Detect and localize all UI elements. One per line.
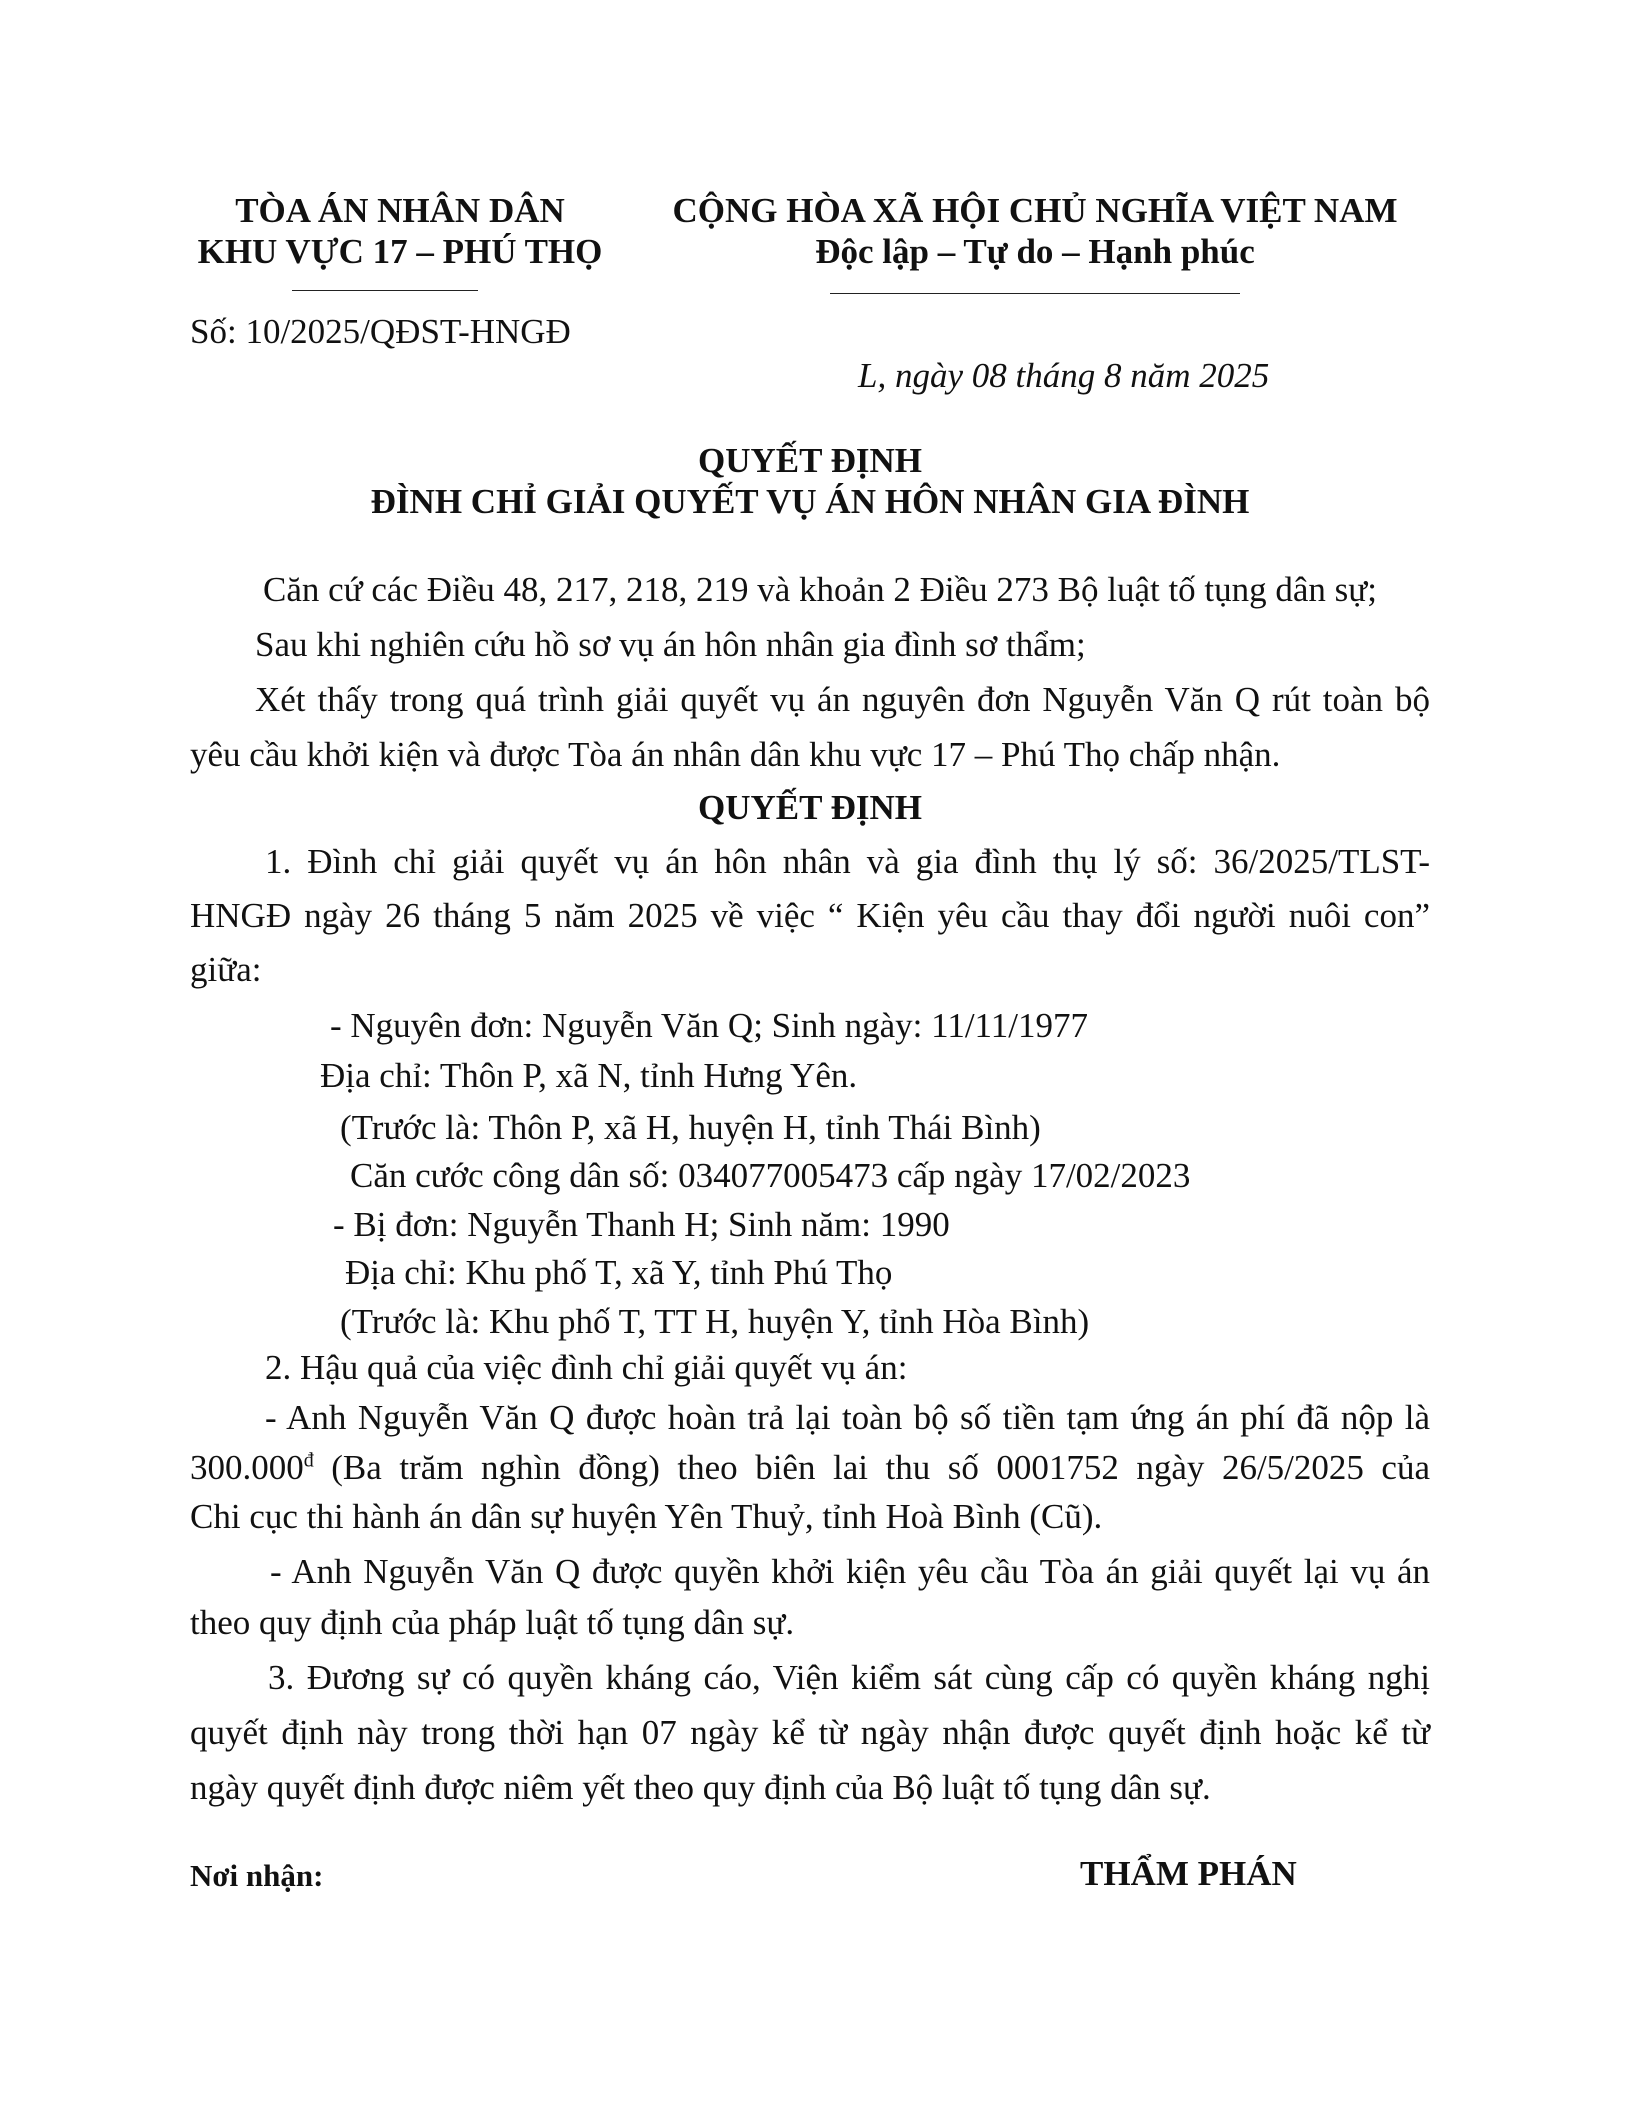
national-header-underline — [830, 293, 1240, 294]
item2-refund-line-2 — [190, 1448, 1430, 1488]
defendant-address: Địa chỉ: Khu phố T, xã Y, tỉnh Phú Thọ — [345, 1253, 893, 1292]
national-motto: Độc lập – Tự do – Hạnh phúc — [815, 232, 1255, 271]
title-line-2: ĐÌNH CHỈ GIẢI QUYẾT VỤ ÁN HÔN NHÂN GIA ĐÌNH — [370, 482, 1250, 521]
item1-line-2: HNGĐ ngày 26 tháng 5 năm 2025 về việc “ Kiện yêu cầu thay đổi người nuôi con” — [190, 896, 1430, 935]
item1-line-3: giữa: — [190, 950, 262, 989]
recipients-label: Nơi nhận: — [190, 1858, 324, 1893]
preamble-considering-line-2: yêu cầu khởi kiện và được Tòa án nhân dân khu vực 17 – Phú Thọ chấp nhận. — [190, 735, 1281, 774]
court-header-underline — [292, 290, 478, 291]
receipt-info: (Ba trăm nghìn đồng) theo biên lai thu số 0001752 ngày 26/5/2025 của — [313, 1448, 1430, 1487]
plaintiff-address: Địa chỉ: Thôn P, xã N, tỉnh Hưng Yên. — [320, 1056, 858, 1095]
court-header — [190, 190, 610, 272]
document-date: L, ngày 08 tháng 8 năm 2025 — [858, 356, 1270, 395]
signer-title: THẨM PHÁN — [1080, 1854, 1297, 1893]
preamble-considering-line-1: Xét thấy trong quá trình giải quyết vụ án nguyên đơn Nguyễn Văn Q rút toàn bộ — [255, 680, 1430, 719]
plaintiff-info: - Nguyên đơn: Nguyễn Văn Q; Sinh ngày: 11/11/1977 — [330, 1006, 1088, 1045]
national-title: CỘNG HÒA XÃ HỘI CHỦ NGHĨA VIỆT NAM — [672, 191, 1398, 230]
court-region: KHU VỰC 17 – PHÚ THỌ — [197, 232, 603, 271]
defendant-info: - Bị đơn: Nguyễn Thanh H; Sinh năm: 1990 — [333, 1205, 950, 1244]
item1-line-1: 1. Đình chỉ giải quyết vụ án hôn nhân và gia đình thụ lý số: 36/2025/TLST- — [265, 842, 1430, 881]
decision-heading: QUYẾT ĐỊNH — [698, 788, 922, 827]
document-number: Số: 10/2025/QĐST-HNGĐ — [190, 312, 571, 351]
item3-line-2: quyết định này trong thời hạn 07 ngày kể từ ngày nhận được quyết định hoặc kể từ — [190, 1713, 1430, 1752]
item2-right-line-1: - Anh Nguyễn Văn Q được quyền khởi kiện yêu cầu Tòa án giải quyết lại vụ án — [270, 1552, 1430, 1591]
item2-right-line-2: theo quy định của pháp luật tố tụng dân sự. — [190, 1603, 795, 1642]
preamble-legal-basis: Căn cứ các Điều 48, 217, 218, 219 và khoản 2 Điều 273 Bộ luật tố tụng dân sự; — [263, 570, 1378, 609]
item3-line-3: ngày quyết định được niêm yết theo quy định của Bộ luật tố tụng dân sự. — [190, 1768, 1211, 1807]
item3-line-1: 3. Đương sự có quyền kháng cáo, Viện kiểm sát cùng cấp có quyền kháng nghị — [268, 1658, 1430, 1697]
document-title — [190, 440, 1430, 522]
fee-amount: 300.000 — [190, 1448, 304, 1487]
item2-refund-line-3: Chi cục thi hành án dân sự huyện Yên Thuỷ, tỉnh Hoà Bình (Cũ). — [190, 1497, 1103, 1536]
plaintiff-id: Căn cước công dân số: 034077005473 cấp ngày 17/02/2023 — [350, 1156, 1191, 1195]
defendant-previous-address: (Trước là: Khu phố T, TT H, huyện Y, tỉnh Hòa Bình) — [340, 1302, 1090, 1341]
national-header — [660, 190, 1410, 272]
plaintiff-previous-address: (Trước là: Thôn P, xã H, huyện H, tỉnh Thái Bình) — [340, 1108, 1041, 1147]
item2-heading: 2. Hậu quả của việc đình chỉ giải quyết vụ án: — [265, 1348, 908, 1387]
court-name: TÒA ÁN NHÂN DÂN — [235, 191, 565, 230]
preamble-review: Sau khi nghiên cứu hồ sơ vụ án hôn nhân gia đình sơ thẩm; — [255, 625, 1086, 664]
item2-refund-line-1: - Anh Nguyễn Văn Q được hoàn trả lại toàn bộ số tiền tạm ứng án phí đã nộp là — [265, 1398, 1430, 1437]
title-line-1: QUYẾT ĐỊNH — [698, 441, 922, 480]
currency-symbol: đ — [303, 1449, 314, 1472]
